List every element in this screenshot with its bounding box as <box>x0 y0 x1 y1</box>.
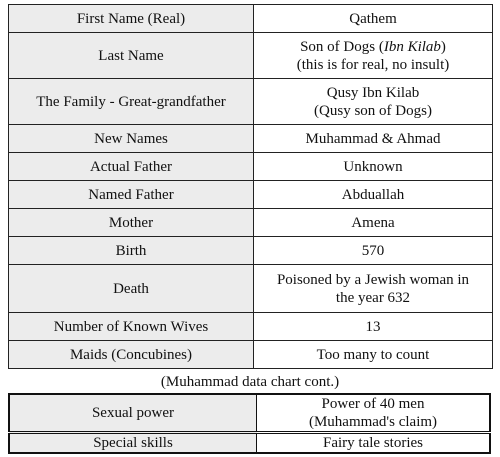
row-label: Mother <box>9 209 254 237</box>
row-label: Named Father <box>9 181 254 209</box>
value-text: Son of Dogs ( <box>300 38 384 55</box>
row-value: Qathem <box>254 5 493 33</box>
table-row <box>9 125 493 153</box>
row-value: Fairy tale stories <box>257 433 491 454</box>
table-row <box>9 394 490 433</box>
value-italic: Ibn Kilab <box>383 38 441 55</box>
value-text: Poisoned by a Jewish woman in <box>276 271 470 288</box>
value-text: Power of 40 men <box>321 396 425 412</box>
row-label: The Family - Great-grandfather <box>9 79 254 125</box>
table-row <box>9 433 490 454</box>
value-text: ) <box>440 38 446 55</box>
value-line2: (Qusy son of Dogs) <box>314 102 432 119</box>
row-value <box>257 394 491 433</box>
table-row <box>9 79 493 125</box>
table-row <box>9 153 493 181</box>
row-label: Number of Known Wives <box>9 313 254 341</box>
row-value: Too many to count <box>254 341 493 369</box>
table-row <box>9 33 493 79</box>
row-label: Death <box>9 265 254 313</box>
table-row <box>9 265 493 313</box>
row-value: Unknown <box>254 153 493 181</box>
row-label: Maids (Concubines) <box>9 341 254 369</box>
table-row <box>9 341 493 369</box>
table-row <box>9 181 493 209</box>
row-value <box>254 79 493 125</box>
row-label: Last Name <box>9 33 254 79</box>
table-row <box>9 313 493 341</box>
row-value <box>254 33 493 79</box>
row-label: Sexual power <box>9 394 257 433</box>
row-value: 570 <box>254 237 493 265</box>
value-line2: (this is for real, no insult) <box>296 56 450 73</box>
table-row <box>9 5 493 33</box>
row-label: Actual Father <box>9 153 254 181</box>
row-value <box>254 265 493 313</box>
value-line2: the year 632 <box>335 289 411 306</box>
value-text: Qusy Ibn Kilab <box>326 84 420 101</box>
row-value: 13 <box>254 313 493 341</box>
table-row <box>9 209 493 237</box>
row-value: Abduallah <box>254 181 493 209</box>
value-line2: (Muhammad's claim) <box>308 414 438 430</box>
row-label: New Names <box>9 125 254 153</box>
table-row <box>9 237 493 265</box>
row-label: Birth <box>9 237 254 265</box>
row-label: First Name (Real) <box>9 5 254 33</box>
row-label: Special skills <box>9 433 257 454</box>
data-table-continued <box>8 393 491 454</box>
row-value: Muhammad & Ahmad <box>254 125 493 153</box>
row-value: Amena <box>254 209 493 237</box>
data-table <box>8 4 493 369</box>
continued-caption: (Muhammad data chart cont.) <box>160 374 340 390</box>
